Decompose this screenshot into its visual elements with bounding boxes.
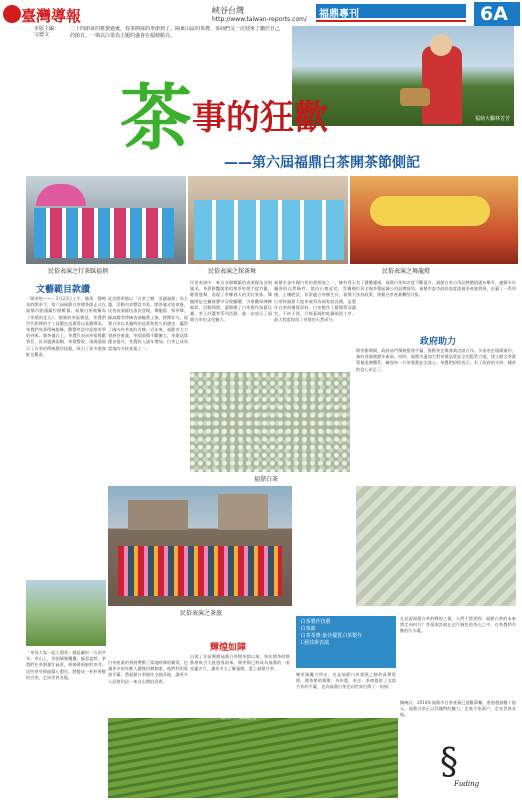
callout-item-4: 工藝技術表演 xyxy=(299,640,330,646)
section-title-3: 輝煌如陣 xyxy=(210,643,247,653)
photo-tea-leaves xyxy=(190,372,350,472)
photo-festival-building xyxy=(128,500,188,530)
article-col-right-3: 在見證福鼎白茶的輝煌之後，人們不禁要問：福鼎白茶的未來將走向何方？答案或許就在這片綠色的茶山之中，在茶農們辛勤的汗水裏。 xyxy=(400,616,516,634)
hero-figure-head xyxy=(430,34,452,56)
article-col-left-1: 「開茶咯——」3月23日上午，隨著一聲嘹亮的開茶令，第六屆福鼎白茶開茶節正式在福鼎市點頭鎮拉開帷幕。福鼎白茶被稱為《茶葉的化石》，閩東的茶區綿延，茶農們世代相傳的手工技藝在這裏得以延續傳承。茶農們身著傳統服飾，歡聲笑語中迎接茶季的到來。開茶儀式上，茶農代表向茶祖敬獻香茗，祈求風調雨順、茶葉豐收。現場還展示了白茶的傳統製作技藝，吸引了眾多遊客駐足觀看。 xyxy=(26,296,106,357)
caption-1: 民俗表演之行茶踩福禧 xyxy=(48,268,109,275)
photo-tea-tray xyxy=(356,486,516,606)
section-title: 福鼎專刊 xyxy=(319,9,359,20)
caption-4: 福鼎白茶 xyxy=(254,476,279,483)
section-title-1: 文藝範目款讚 xyxy=(36,285,91,295)
page-number-text: 6A xyxy=(480,3,508,25)
headline-rest: 事的狂歡 xyxy=(192,98,328,138)
article-col-right-top: 有了健體護康，福鼎白茶知名度不斷提升。福鼎白茶公用品牌價值逐年攀升，連續多年位居全國茶葉區域公用品牌前列。福鼎市委市政府高度重視茶產業發展，出臺了一系列扶持政策，推動白茶產業轉型升級。 xyxy=(356,280,516,298)
photo-2 xyxy=(188,176,348,264)
logo-text: 臺灣導報 xyxy=(21,7,82,25)
photo-1-umbrella xyxy=(36,184,86,206)
article-col-left-2: 此次開茶節以「白茶之鄉‧美麗福鼎」為主題，活動內容豐富多彩。開茶儀式結束後，民俗表演隊伍依次登場，舞龍燈、採茶舞、踩高蹺等傳統表演輪番上演，熱鬧非凡。福鼎白茶以其獨特的品質和悠久的歷史，贏得了國內外茶客的青睞。近年來，福鼎市大力發展茶產業，茶園面積不斷擴大，茶葉品質穩步提升，茶農收入逐年增加，白茶已成為當地的支柱產業之一。 xyxy=(108,296,188,351)
photo-festival-crowd xyxy=(118,546,282,596)
masthead-logo xyxy=(3,3,83,27)
article-col-left-3: 「茶為大家一起上場茶」總是屬於一方的共享。茶山上，茶園層層疊疊，綠意盎然。茶農們在茶園裏忙碌著，採摘著新鮮的茶芽。這些茶芽經過精心製作，將變成一杯杯香醇的白茶，走向世界各地。 xyxy=(26,650,106,680)
masthead-url[interactable]: http://www.taiwan-reports.com/ xyxy=(212,16,307,23)
photo-1 xyxy=(26,176,186,264)
photo-festival-building-2 xyxy=(218,494,268,530)
signature-text: Fuding xyxy=(454,780,480,788)
masthead-category: 峽谷台灣 xyxy=(212,6,244,15)
caption-5: 民俗表演之茶旅 xyxy=(180,610,223,617)
intro-blurb: 二十四節氣的驚蟄過後，春茶開採的季節到了。閩東山區的茶農、茶商們又一次迎來了屬於自己的節日。一場以白茶為主題的盛會在福鼎點亮。 xyxy=(70,26,280,39)
page-number xyxy=(474,2,520,26)
photo-terrace xyxy=(108,718,398,798)
hero-credit: 福鼎大鵬林芳芳 xyxy=(474,116,510,122)
section-banner xyxy=(316,4,466,18)
caption-3: 民俗表演之舞龍燈 xyxy=(382,268,431,275)
article-col-right-2: 開茶節期間，政府部門積極搭建平臺，推動茶企與客商洽談合作。多家茶企現場簽約，簽約金額創歷年新高。同時，福鼎市還加大對茶葉品質安全的監管力度，建立健全茶葉質量追溯體系，確保每一片茶葉都安全放心。茶農們紛紛表示，有了政府的支持，種茶的信心更足了。 xyxy=(356,348,516,372)
photo-festival xyxy=(108,486,292,606)
hero-figure xyxy=(422,46,462,124)
callout-item-3: ‧白茶茶農‧最佳優質白茶製作 xyxy=(299,633,363,639)
photo-landscape-1 xyxy=(26,580,106,646)
photo-3 xyxy=(350,176,518,264)
photo-3-dragon xyxy=(370,196,490,226)
article-col-right-4: 據統計，2018年福鼎市白茶產量已達數萬噸，產值超過數十億元。福鼎白茶正以其獨特的魅力，走進千家萬戶，走向世界各地。 xyxy=(400,700,516,718)
article-col-mid-3: 自從了年前興辦福鼎白茶開茶節以來，每年開茶時節都會吸引大批遊客前來。開茶節已經成為福鼎的一張亮麗名片，讓更多人了解福鼎、愛上福鼎白茶。 xyxy=(190,654,290,672)
editor-label: 本版主編： xyxy=(34,26,60,32)
footer-signature xyxy=(420,742,516,792)
article-col-mid-4: 鄉茶業魔力所在，也是福鼎白茶發展之路的真實寫照。開茶節的舉辦，為茶農、茶企、茶商提供了交流合作的平臺，也為福鼎白茶走向世界打開了一扇窗。 xyxy=(296,672,396,690)
article-col-mid-2: 福鼎市是中國白茶的發源地之一，擁有得天獨厚的自然條件。境內山巒起伏，雲霧繚繞，土壤肥沃，非常適合茶樹生長。福鼎大白茶和福鼎大毫茶被列為國家級良種，是製作白茶的優質原料。白茶製作工藝簡單而講究，不炒不揉，只經萎凋和乾燥兩道工序，最大程度保留了茶葉的天然成分。 xyxy=(274,280,356,323)
section-banner-line xyxy=(316,20,466,22)
headline-tea-char: 茶 xyxy=(120,75,193,160)
signature-mark: § xyxy=(440,742,458,783)
callout-item-2: ‧白茶節 xyxy=(299,626,316,632)
photo-2-figures xyxy=(194,200,344,260)
callout-box xyxy=(296,616,396,668)
editor-name: 文德文 xyxy=(34,32,50,38)
headline xyxy=(120,60,420,160)
callout-item-1: ‧白茶製作技藝 xyxy=(299,619,331,625)
editor-box xyxy=(34,26,64,38)
caption-2: 民俗表演之採茶舞 xyxy=(208,268,257,275)
article-col-mid-1: 民俗表演中，來自各個鄉鎮的表演隊伍各展風采。身著鮮豔服裝的採茶姑娘手提竹籃，輕歌曼舞，再現了茶鄉春天的美好景象。舞龍隊伍在鑼鼓聲中穿梭騰躍，引來觀眾陣陣喝彩。活動期間，還舉辦了白茶製作技藝比賽、茶王評選等系列活動，進一步展示了福鼎白茶的文化魅力。 xyxy=(190,280,272,323)
logo-mark xyxy=(3,5,21,23)
photo-1-figures xyxy=(34,208,174,258)
subtitle: ——第六屆福鼎白茶開茶節側記 xyxy=(224,155,420,171)
article-col-left-4: 白茶產業的發展帶動了當地經濟的繁榮，也讓更多的年輕人選擇回鄉創業。他們利用電商平臺，將福鼎白茶銷往全國各地，讓更多人品嘗到這一來自山間的清香。 xyxy=(108,660,188,684)
caption-6: 福鼎茶鄉風光 xyxy=(220,714,257,721)
section-title-2: 政府助力 xyxy=(420,337,457,347)
